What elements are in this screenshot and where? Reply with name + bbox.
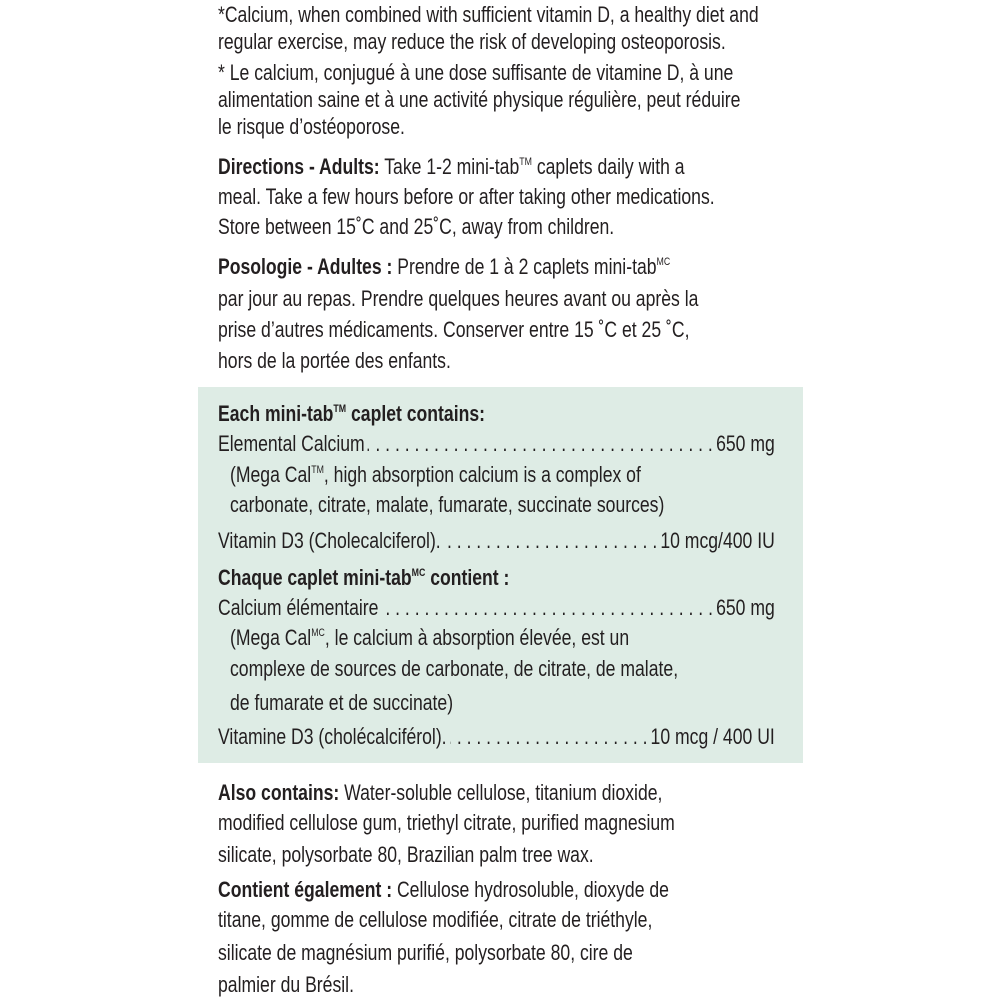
text-line: *Calcium, when combined with sufficient vitamin D, a healthy diet and <box>218 2 759 27</box>
text-line: Store between 15˚C and 25˚C, away from children. <box>218 214 615 239</box>
text-line: * Le calcium, conjugué à une dose suffisante de vitamine D, à une <box>218 60 734 85</box>
text-line: regular exercise, may reduce the risk of developing osteoporosis. <box>218 29 726 54</box>
text-line: titane, gomme de cellulose modifiée, citrate de triéthyle, <box>218 907 653 932</box>
text-line <box>218 254 670 280</box>
ingredient-name: Vitamine D3 (cholécalciférol). <box>218 724 447 749</box>
text: Take 1-2 mini-tab <box>379 154 520 179</box>
text-line: prise d’autres médicaments. Conserver entre 15 ˚C et 25 ˚C, <box>218 317 690 342</box>
text-line <box>230 462 641 488</box>
ingredients-title <box>218 565 509 591</box>
text: Water-soluble cellulose, titanium dioxide, <box>339 780 663 805</box>
text-line: hors de la portée des enfants. <box>218 348 451 373</box>
text: Chaque caplet mini-tab <box>218 565 412 590</box>
text: caplet contains: <box>346 401 485 426</box>
contient-label: Contient également : <box>218 877 393 902</box>
text-line <box>218 154 685 180</box>
text-line <box>218 877 669 903</box>
leader-dots <box>450 724 648 750</box>
text-line: de fumarate et de succinate) <box>230 690 454 715</box>
posologie-label: Posologie - Adultes : <box>218 254 393 279</box>
text: (Mega Cal <box>230 462 312 487</box>
text-line: modified cellulose gum, triethyl citrate, purified magnesium <box>218 810 675 835</box>
trademark: TM <box>311 464 324 476</box>
also-contains-label: Also contains: <box>218 780 340 805</box>
text: Prendre de 1 à 2 caplets mini-tab <box>392 254 657 279</box>
text-line <box>230 625 629 651</box>
text: , high absorption calcium is a complex of <box>323 462 641 487</box>
trademark: MC <box>311 627 325 639</box>
text-line: palmier du Brésil. <box>218 972 354 997</box>
directions-label: Directions - Adults: <box>218 154 380 179</box>
ingredient-name: Vitamin D3 (Cholecalciferol). <box>218 528 441 553</box>
leader-dots <box>382 595 713 621</box>
ingredient-row <box>218 595 775 621</box>
ingredient-name: Elemental Calcium <box>218 431 365 456</box>
text-line: complexe de sources de carbonate, de citrate, de malate, <box>230 656 679 681</box>
ingredient-amount: 10 mcg/400 IU <box>660 528 775 553</box>
text: Each mini-tab <box>218 401 334 426</box>
text: caplets daily with a <box>531 154 685 179</box>
leader-dots <box>368 431 713 457</box>
trademark: MC <box>656 256 671 268</box>
text-line: alimentation saine et à une activité physique régulière, peut réduire <box>218 87 741 112</box>
ingredients-title <box>218 401 485 427</box>
text-line: silicate de magnésium purifié, polysorbate 80, cire de <box>218 940 633 965</box>
text-line: par jour au repas. Prendre quelques heures avant ou après la <box>218 286 699 311</box>
text-line: silicate, polysorbate 80, Brazilian palm tree wax. <box>218 842 594 867</box>
text-line: meal. Take a few hours before or after taking other medications. <box>218 184 715 209</box>
text: (Mega Cal <box>230 625 312 650</box>
text: , le calcium à absorption élevée, est un <box>324 625 630 650</box>
trademark: TM <box>519 156 532 168</box>
ingredient-amount: 650 mg <box>716 595 775 620</box>
ingredient-amount: 650 mg <box>716 431 775 456</box>
ingredient-name: Calcium élémentaire <box>218 595 379 620</box>
ingredient-amount: 10 mcg / 400 UI <box>650 724 775 749</box>
text: contient : <box>425 565 510 590</box>
text-line: le risque d’ostéoporose. <box>218 114 405 139</box>
ingredient-row <box>218 431 775 457</box>
text-line: carbonate, citrate, malate, fumarate, succinate sources) <box>230 492 665 517</box>
trademark: MC <box>411 567 426 579</box>
leader-dots <box>444 528 657 554</box>
ingredient-row <box>218 724 775 750</box>
text: Cellulose hydrosoluble, dioxyde de <box>392 877 669 902</box>
ingredient-row <box>218 528 775 554</box>
text-line <box>218 780 662 806</box>
trademark: TM <box>333 403 347 415</box>
